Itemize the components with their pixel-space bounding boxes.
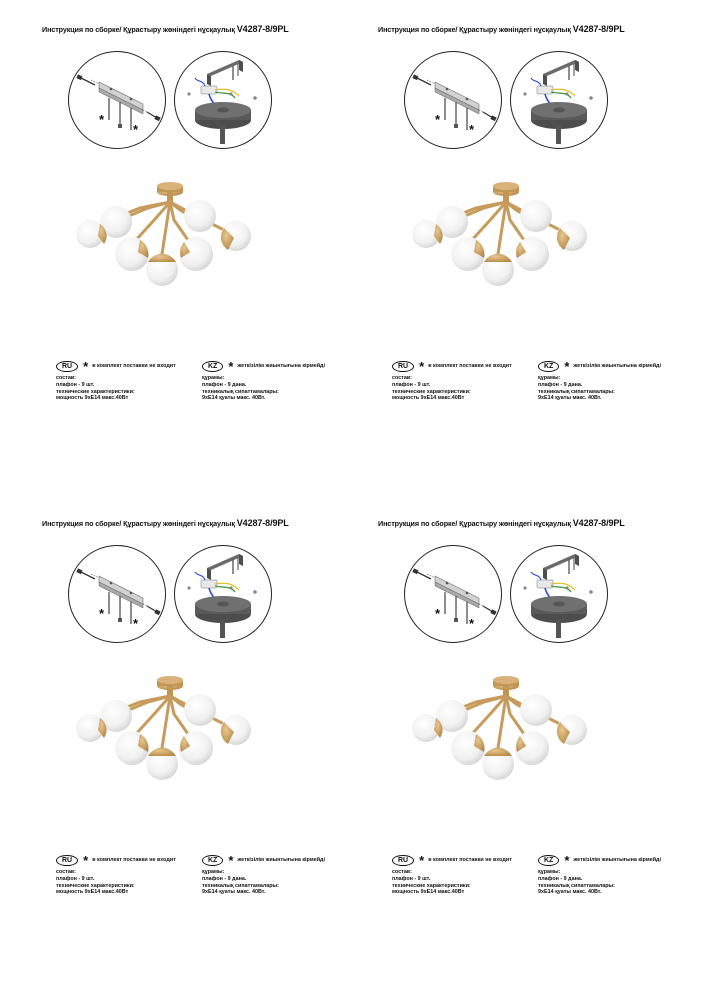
kz-not-included-note: жеткізілім жиынтығына кірмейді <box>237 857 325 864</box>
kz-info-block <box>202 855 325 896</box>
kz-spec-line: құрамы: <box>538 869 561 875</box>
ru-spec-line: мощность 9xE14 макс.40Вт <box>56 889 129 896</box>
canopy-wiring-diagram <box>510 545 608 643</box>
instruction-title <box>42 518 289 528</box>
ru-spec-line: состав: <box>392 869 412 875</box>
asterisk-icon: * <box>419 853 425 868</box>
asterisk-icon: * <box>564 359 570 374</box>
ru-spec-line: плафон - 9 шт. <box>56 381 95 388</box>
ru-spec-line: технические характеристики: <box>392 882 471 889</box>
instruction-sheet <box>370 494 705 974</box>
not-included-star-marker: * <box>99 112 105 127</box>
title-text: Инструкция по сборке/ Құрастыру жөніндегі нұсқаулық <box>42 25 235 34</box>
canopy-wiring-diagram <box>174 545 272 643</box>
not-included-star-marker: * <box>435 606 441 621</box>
ru-spec-line: технические характеристики: <box>56 388 135 395</box>
model-number: V4287-8/9PL <box>236 518 289 528</box>
title-text: Инструкция по сборке/ Құрастыру жөніндегі нұсқаулық <box>378 519 571 528</box>
not-included-star-marker: * <box>133 122 139 137</box>
ru-language-badge: RU <box>392 361 414 372</box>
asterisk-icon: * <box>228 359 234 374</box>
ru-spec-line: плафон - 9 шт. <box>392 875 431 882</box>
mounting-bracket-diagram <box>68 51 166 149</box>
not-included-star-marker: * <box>469 122 475 137</box>
instruction-title <box>378 518 625 528</box>
kz-spec-line: 9xE14 қуаты макс. 40Вт. <box>202 889 266 896</box>
ru-spec-line: мощность 9xE14 макс.40Вт <box>392 395 465 402</box>
ru-language-badge: RU <box>56 855 78 866</box>
kz-language-badge: KZ <box>202 855 223 866</box>
ru-info-block <box>56 855 176 896</box>
ru-info-block <box>56 361 176 402</box>
canopy-wiring-diagram <box>510 51 608 149</box>
not-included-star-marker: * <box>133 616 139 631</box>
ru-spec-line: плафон - 9 шт. <box>56 875 95 882</box>
ru-spec-line: состав: <box>56 869 76 875</box>
kz-not-included-note: жеткізілім жиынтығына кірмейді <box>573 857 661 864</box>
kz-info-block <box>202 361 325 402</box>
instruction-title <box>42 24 289 34</box>
kz-spec-line: 9xE14 қуаты макс. 40Вт. <box>202 395 266 402</box>
ru-spec-line: технические характеристики: <box>392 388 471 395</box>
model-number: V4287-8/9PL <box>572 24 625 34</box>
ru-info-block <box>392 361 512 402</box>
ru-not-included-note: в комплект поставки не входит <box>428 363 512 370</box>
asterisk-icon: * <box>419 359 425 374</box>
kz-spec-line: плафон - 9 дана. <box>538 381 583 388</box>
asterisk-icon: * <box>83 359 89 374</box>
instruction-title <box>378 24 625 34</box>
chandelier-illustration <box>412 652 602 782</box>
model-number: V4287-8/9PL <box>572 518 625 528</box>
ru-language-badge: RU <box>56 361 78 372</box>
kz-spec-line: плафон - 9 дана. <box>202 381 247 388</box>
title-text: Инструкция по сборке/ Құрастыру жөніндегі нұсқаулық <box>42 519 235 528</box>
mounting-bracket-diagram <box>404 51 502 149</box>
ru-not-included-note: в комплект поставки не входит <box>92 857 176 864</box>
canopy-wiring-diagram <box>174 51 272 149</box>
kz-spec-line: құрамы: <box>538 375 561 381</box>
kz-spec-line: техникалық сипаттамалары: <box>538 882 615 889</box>
kz-spec-line: 9xE14 қуаты макс. 40Вт. <box>538 889 602 896</box>
asterisk-icon: * <box>564 853 570 868</box>
not-included-star-marker: * <box>99 606 105 621</box>
ru-language-badge: RU <box>392 855 414 866</box>
kz-spec-line: құрамы: <box>202 869 225 875</box>
ru-spec-line: состав: <box>56 375 76 381</box>
mounting-bracket-diagram <box>404 545 502 643</box>
kz-spec-line: техникалық сипаттамалары: <box>202 388 279 395</box>
kz-spec-line: 9xE14 қуаты макс. 40Вт. <box>538 395 602 402</box>
ru-not-included-note: в комплект поставки не входит <box>428 857 512 864</box>
kz-spec-line: плафон - 9 дана. <box>202 875 247 882</box>
kz-info-block <box>538 361 661 402</box>
ru-spec-line: состав: <box>392 375 412 381</box>
instruction-sheet <box>370 0 705 480</box>
not-included-star-marker: * <box>435 112 441 127</box>
kz-info-block <box>538 855 661 896</box>
model-number: V4287-8/9PL <box>236 24 289 34</box>
chandelier-illustration <box>76 158 266 288</box>
ru-spec-line: мощность 9xE14 макс.40Вт <box>56 395 129 402</box>
ru-spec-line: мощность 9xE14 макс.40Вт <box>392 889 465 896</box>
ru-not-included-note: в комплект поставки не входит <box>92 363 176 370</box>
kz-language-badge: KZ <box>538 361 559 372</box>
ru-info-block <box>392 855 512 896</box>
mounting-bracket-diagram <box>68 545 166 643</box>
kz-spec-line: техникалық сипаттамалары: <box>538 388 615 395</box>
kz-not-included-note: жеткізілім жиынтығына кірмейді <box>237 363 325 370</box>
kz-language-badge: KZ <box>538 855 559 866</box>
kz-spec-line: плафон - 9 дана. <box>538 875 583 882</box>
chandelier-illustration <box>76 652 266 782</box>
not-included-star-marker: * <box>469 616 475 631</box>
kz-spec-line: құрамы: <box>202 375 225 381</box>
title-text: Инструкция по сборке/ Құрастыру жөніндегі нұсқаулық <box>378 25 571 34</box>
asterisk-icon: * <box>83 853 89 868</box>
kz-language-badge: KZ <box>202 361 223 372</box>
instruction-sheet <box>34 0 369 480</box>
instruction-sheet <box>34 494 369 974</box>
ru-spec-line: технические характеристики: <box>56 882 135 889</box>
ru-spec-line: плафон - 9 шт. <box>392 381 431 388</box>
chandelier-illustration <box>412 158 602 288</box>
asterisk-icon: * <box>228 853 234 868</box>
kz-not-included-note: жеткізілім жиынтығына кірмейді <box>573 363 661 370</box>
kz-spec-line: техникалық сипаттамалары: <box>202 882 279 889</box>
